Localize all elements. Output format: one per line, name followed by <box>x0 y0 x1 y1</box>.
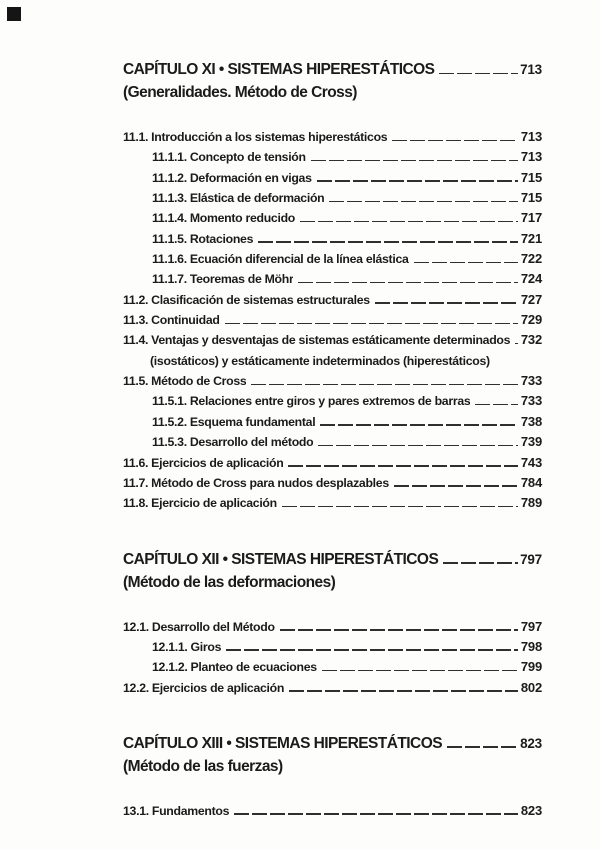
entry-number: 11.6. <box>123 455 149 470</box>
entry-number: 11.1.2. <box>152 170 187 185</box>
entry-title: Ejercicios de aplicación <box>151 455 284 470</box>
entry-page-number: 732 <box>520 332 542 348</box>
entry-page-number: 715 <box>520 169 542 185</box>
toc-entry <box>123 453 542 473</box>
entry-number: 11.1.1. <box>152 150 187 165</box>
dot-leader <box>475 404 518 406</box>
entry-page-number: 798 <box>520 638 542 654</box>
entry-page-number: 799 <box>520 659 542 675</box>
entry-title: Desarrollo del método <box>189 435 314 450</box>
entry-title: Teoremas de Möhr <box>189 272 294 287</box>
entry-page-number: 733 <box>520 373 542 389</box>
toc-entry <box>123 269 542 289</box>
entry-page-number: 823 <box>520 802 542 818</box>
toc-entry-continuation: (isostáticos) y estáticamente indeterminados (hiperestáticos) <box>150 353 490 368</box>
entry-number: 11.3. <box>123 313 149 328</box>
entry-page-number: 789 <box>520 495 542 511</box>
entry-number: 12.2. <box>123 680 149 695</box>
toc-entry <box>123 493 542 513</box>
dot-leader <box>234 813 518 815</box>
entry-title: Clasificación de sistemas estructurales <box>151 292 370 307</box>
dot-leader <box>258 241 518 243</box>
toc-entry <box>123 657 542 677</box>
entry-number: 11.2. <box>123 292 149 307</box>
entry-page-number: 727 <box>520 291 542 307</box>
entry-number: 13.1. <box>123 803 149 818</box>
entry-number: 11.7. <box>123 475 149 490</box>
dot-leader <box>282 506 518 508</box>
chapter-title: CAPÍTULO XIII • SISTEMAS HIPERESTÁTICOS <box>123 734 442 752</box>
toc-entry <box>123 229 542 249</box>
chapter-page-number: 823 <box>520 735 542 751</box>
dot-leader <box>322 670 518 672</box>
chapter-entries <box>123 617 542 698</box>
entry-page-number: 713 <box>520 129 542 144</box>
toc-entry <box>123 391 542 411</box>
entry-title: Fundamentos <box>151 803 230 818</box>
entry-page-number: 797 <box>520 618 542 634</box>
toc-entry <box>123 330 542 350</box>
entry-number: 11.5.2. <box>152 414 187 429</box>
dot-leader <box>447 746 518 748</box>
chapter-entries <box>123 127 542 514</box>
dot-leader <box>320 424 518 426</box>
toc-entry <box>123 432 542 452</box>
toc-entry <box>123 188 542 208</box>
dot-leader <box>414 262 518 264</box>
chapter-title: CAPÍTULO XI • SISTEMAS HIPERESTÁTICOS <box>123 61 435 78</box>
entry-number: 11.1.4. <box>152 211 187 226</box>
entry-title: Planteo de ecuaciones <box>190 660 317 675</box>
chapter-subtitle: (Método de las deformaciones) <box>123 573 336 591</box>
dot-leader <box>225 323 518 325</box>
entry-title: Desarrollo del Método <box>151 619 275 634</box>
dot-leader <box>288 465 518 467</box>
entry-number: 11.1. <box>123 130 149 144</box>
toc-entry <box>123 290 542 310</box>
toc-entry <box>123 127 542 147</box>
dot-leader <box>515 343 518 345</box>
entry-title: Momento reducido <box>189 211 296 226</box>
chapter-subtitle: (Generalidades. Método de Cross) <box>123 84 357 101</box>
chapter-section <box>123 59 542 514</box>
dot-leader <box>280 629 518 631</box>
dot-leader <box>298 282 518 284</box>
chapter-heading-row <box>123 549 542 570</box>
chapter-heading-row <box>123 59 542 80</box>
toc-content <box>123 59 542 821</box>
toc-entry <box>123 412 542 432</box>
entry-title: Ecuación diferencial de la línea elástica <box>189 252 409 267</box>
entry-page-number: 721 <box>520 230 542 246</box>
toc-entry <box>123 801 542 821</box>
entry-page-number: 784 <box>520 474 542 490</box>
dot-leader <box>443 562 518 564</box>
entry-title: Método de Cross para nudos desplazables <box>151 475 389 490</box>
chapter-entries <box>123 801 542 821</box>
toc-entry <box>123 473 542 493</box>
chapter-heading-row <box>123 733 542 754</box>
chapter-page-number: 713 <box>520 62 542 77</box>
dot-leader <box>329 201 518 203</box>
chapter-page-number: 797 <box>520 551 542 567</box>
entry-title: Elástica de deformación <box>189 191 325 206</box>
chapter-section <box>123 549 542 698</box>
entry-title: Ejercicios de aplicación <box>151 680 285 695</box>
entry-title: Concepto de tensión <box>189 150 306 165</box>
dot-leader <box>317 180 518 182</box>
entry-page-number: 715 <box>520 190 542 206</box>
toc-entry <box>123 637 542 657</box>
dot-leader <box>311 160 518 162</box>
entry-page-number: 739 <box>520 434 542 450</box>
entry-page-number: 729 <box>520 312 542 328</box>
dot-leader <box>300 221 518 223</box>
entry-page-number: 733 <box>520 393 542 409</box>
dot-leader <box>289 690 518 692</box>
toc-entry <box>123 617 542 637</box>
scan-corner-mark <box>7 7 21 21</box>
entry-number: 11.5.1. <box>152 394 187 409</box>
toc-entry <box>123 147 542 167</box>
entry-page-number: 717 <box>520 210 542 226</box>
chapter-section <box>123 733 542 821</box>
entry-number: 11.1.6. <box>152 252 187 267</box>
toc-entry <box>123 310 542 330</box>
entry-page-number: 743 <box>520 454 542 470</box>
dot-leader <box>439 73 518 75</box>
entry-title: Método de Cross <box>151 374 247 389</box>
chapter-title: CAPÍTULO XII • SISTEMAS HIPERESTÁTICOS <box>123 550 439 568</box>
entry-title: Relaciones entre giros y pares extremos de barras <box>189 394 471 409</box>
entry-number: 11.5. <box>123 374 149 389</box>
entry-title: Esquema fundamental <box>189 414 316 429</box>
entry-number: 12.1.2. <box>152 660 188 675</box>
entry-page-number: 722 <box>520 251 542 267</box>
toc-entry <box>123 371 542 391</box>
entry-title: Ventajas y desventajas de sistemas estáticamente determinados <box>151 333 511 348</box>
dot-leader <box>375 302 518 304</box>
dot-leader <box>226 649 518 651</box>
dot-leader <box>318 445 518 447</box>
entry-number: 11.1.7. <box>152 272 187 287</box>
toc-entry <box>123 208 542 228</box>
entry-page-number: 713 <box>520 149 542 165</box>
entry-title: Continuidad <box>151 313 220 328</box>
entry-title: Ejercicio de aplicación <box>151 496 277 511</box>
entry-title: Deformación en vigas <box>189 170 312 185</box>
entry-number: 11.4. <box>123 333 149 348</box>
entry-number: 12.1.1. <box>152 639 188 654</box>
entry-page-number: 738 <box>520 413 542 429</box>
dot-leader <box>251 384 518 386</box>
entry-number: 11.1.5. <box>152 231 187 246</box>
entry-title: Rotaciones <box>189 231 254 246</box>
entry-page-number: 802 <box>520 679 542 695</box>
toc-entry <box>123 168 542 188</box>
toc-entry <box>123 678 542 698</box>
chapter-subtitle: (Método de las fuerzas) <box>123 757 283 775</box>
entry-number: 11.5.3. <box>152 435 187 450</box>
dot-leader <box>394 485 518 487</box>
entry-title: Introducción a los sistemas hiperestáticos <box>151 130 388 144</box>
entry-number: 11.8. <box>123 496 149 511</box>
entry-number: 12.1. <box>123 619 149 634</box>
entry-title: Giros <box>190 639 222 654</box>
toc-entry <box>123 249 542 269</box>
entry-number: 11.1.3. <box>152 191 187 206</box>
dot-leader <box>392 140 518 142</box>
entry-page-number: 724 <box>520 271 542 287</box>
